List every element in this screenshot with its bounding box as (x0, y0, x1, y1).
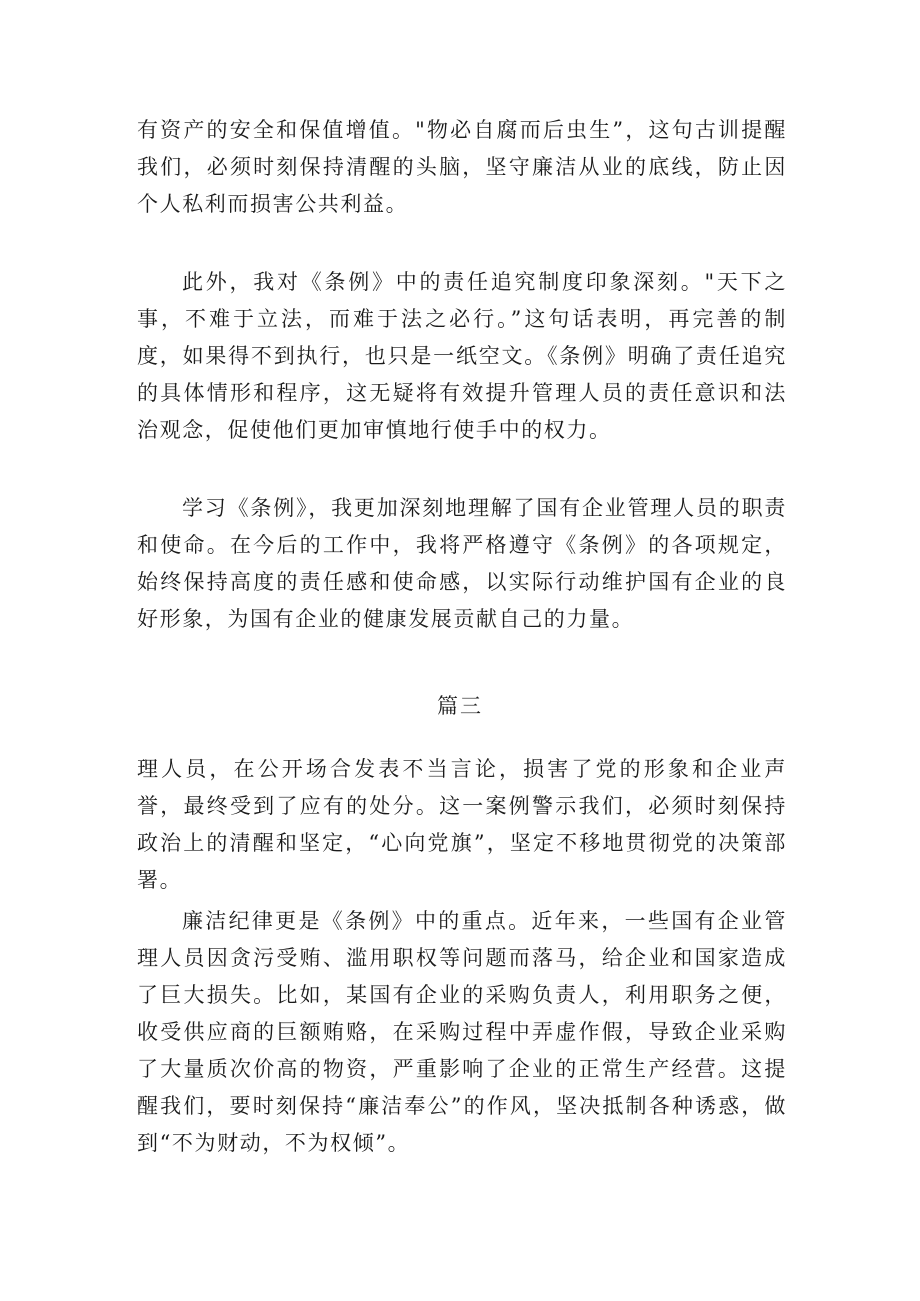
paragraph-section-continuation: 理人员，在公开场合发表不当言论，损害了党的形象和企业声誉，最终受到了应有的处分。这一案例警示我们，必须时刻保持政治上的清醒和坚定，“心向党旗”，坚定不移地贯彻党的决策部署。 (137, 757, 787, 892)
paragraph-integrity: 廉洁纪律更是《条例》中的重点。近年来，一些国有企业管理人员因贪污受贿、滥用职权等问题而落马，给企业和国家造成了巨大损失。比如，某国有企业的采购负责人，利用职务之便，收受供应商的巨额贿赂，在采购过程中弄虚作假，导致企业采购了大量质次价高的物资，严重影响了企业的正常生产经营。这提醒我们，要时刻保持“廉洁奉公”的作风，坚决抵制各种诱惑，做到“不为财动，不为权倾”。 (137, 909, 787, 1155)
paragraph-continuation: 有资产的安全和保值增值。"物必自腐而后虫生”，这句古训提醒我们，必须时刻保持清醒的头脑，坚守廉洁从业的底线，防止因个人私利而损害公共利益。 (137, 118, 787, 216)
paragraph-responsibility: 此外，我对《条例》中的责任追究制度印象深刻。"天下之事，不难于立法，而难于法之必行。”这句话表明，再完善的制度，如果得不到执行，也只是一纸空文。《条例》明确了责任追究的具体情形和程序，这无疑将有效提升管理人员的责任意识和法治观念，促使他们更加审慎地行使手中的权力。 (137, 270, 787, 442)
section-heading: 篇三 (437, 694, 483, 718)
paragraph-conclusion: 学习《条例》，我更加深刻地理解了国有企业管理人员的职责和使命。在今后的工作中，我将严格遵守《条例》的各项规定，始终保持高度的责任感和使命感，以实际行动维护国有企业的良好形象，为国有企业的健康发展贡献自己的力量。 (137, 496, 787, 631)
